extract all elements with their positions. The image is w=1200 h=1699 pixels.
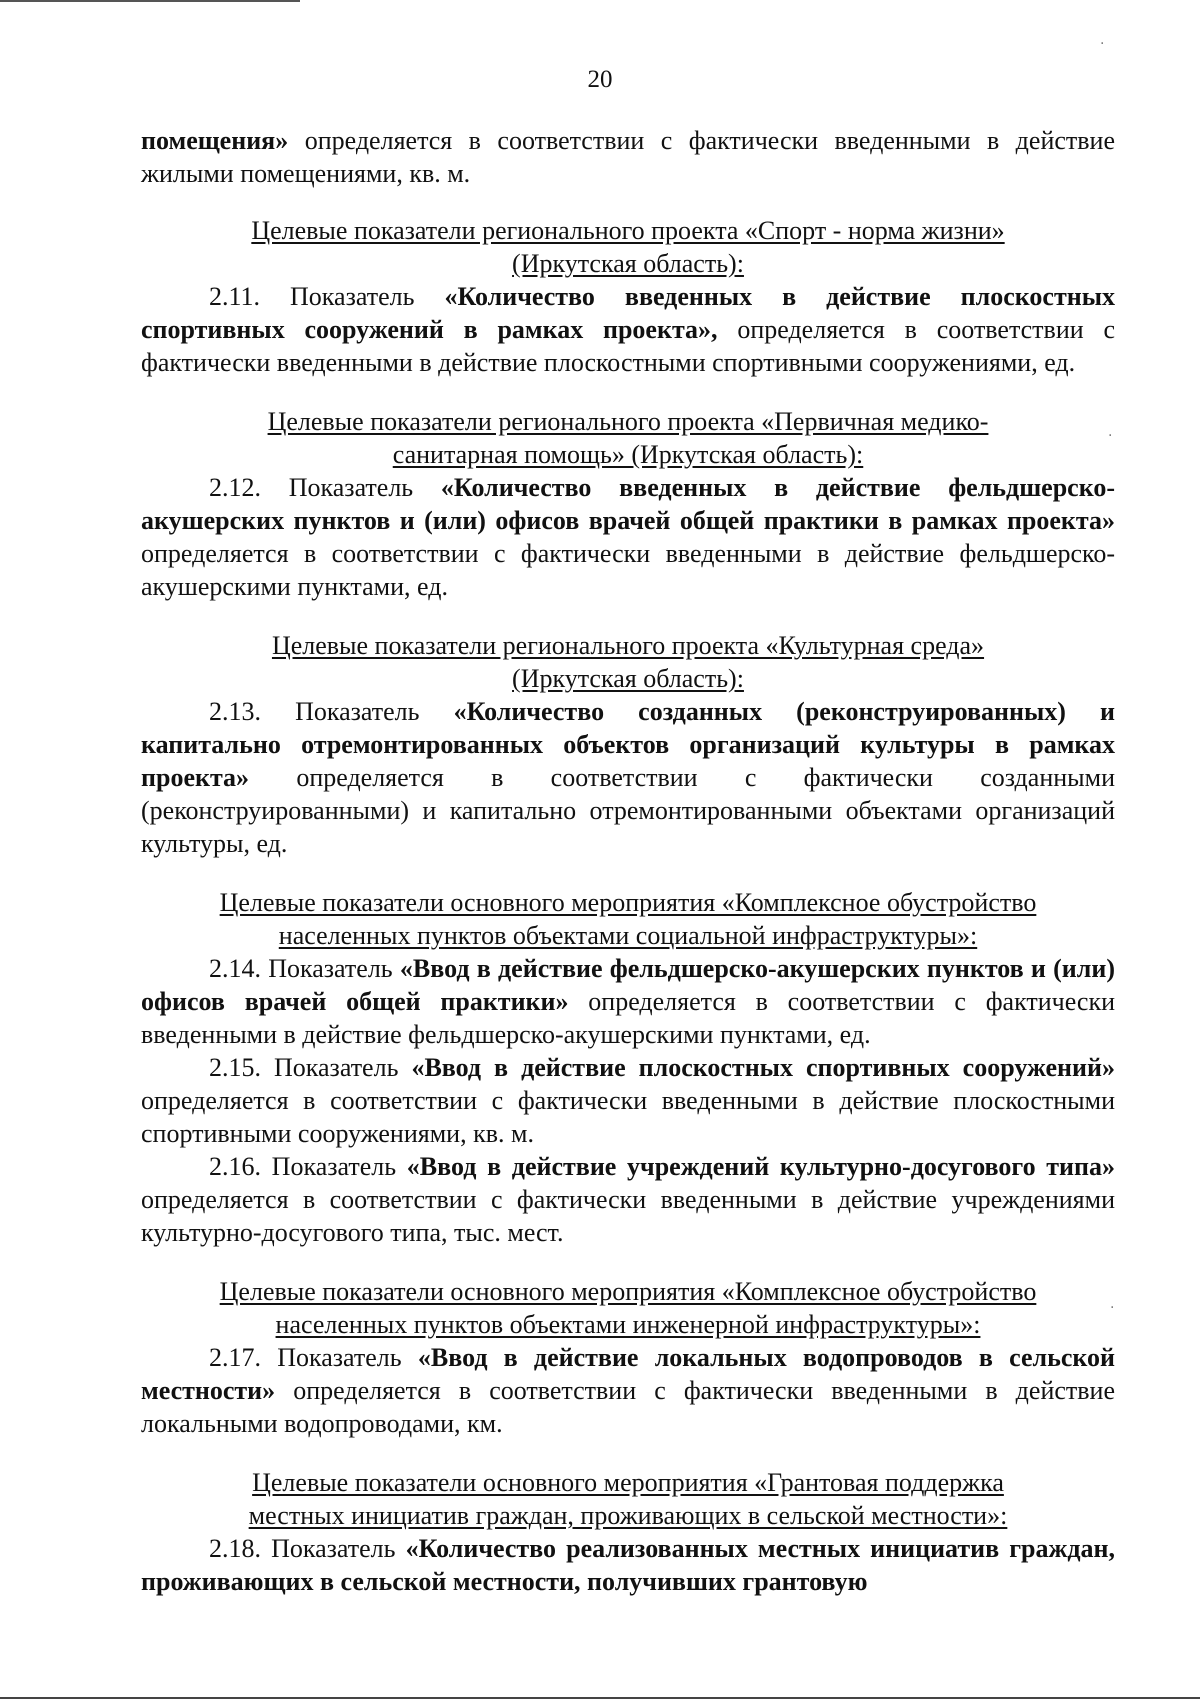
- paragraph: [141, 952, 1115, 1051]
- paragraph-text: определяется в соответствии с фактически введенными в действие плоскостными спортивными сооружениями, кв. м.: [141, 1086, 1115, 1148]
- section-heading: [141, 1275, 1115, 1341]
- paragraph-text: 2.15. Показатель: [209, 1053, 412, 1082]
- section-heading-line: местных инициатив граждан, проживающих в сельской местности»:: [248, 1501, 1008, 1530]
- paragraph-text: определяется в соответствии с фактически введенными в действие локальными водопроводами, км.: [141, 1376, 1115, 1438]
- paragraph-text: определяется в соответствии с фактически введенными в действие жилыми помещениями, кв. м.: [141, 126, 1115, 188]
- section-heading-line: Целевые показатели регионального проекта «Спорт - норма жизни»: [251, 216, 1005, 245]
- indicator-name: «Ввод в действие фельдшерско-акушерских пунктов и (или) офисов врачей общей практики»: [141, 954, 1115, 1016]
- indicator-name: помещения»: [141, 126, 289, 155]
- indicator-name: «Ввод в действие учреждений культурно-досугового типа»: [406, 1152, 1115, 1181]
- paragraph: [141, 695, 1115, 860]
- section-heading: [141, 214, 1115, 280]
- scan-noise-mark: ·: [1110, 1300, 1115, 1316]
- scan-noise-mark: ·: [1100, 36, 1105, 52]
- section-heading: [141, 405, 1115, 471]
- section-heading-line: населенных пунктов объектами социальной инфраструктуры»:: [278, 921, 978, 950]
- section-heading-line: (Иркутская область):: [512, 664, 744, 693]
- paragraph-text: определяется в соответствии с фактически введенными в действие фельдшерско-акушерскими пунктами, ед.: [141, 539, 1115, 601]
- page-number: 20: [587, 66, 613, 93]
- paragraph-text: определяется в соответствии с фактически введенными в действие фельдшерско-акушерскими пунктами, ед.: [141, 987, 1116, 1049]
- section-heading: [141, 1466, 1115, 1532]
- section-heading-line: (Иркутская область):: [512, 249, 744, 278]
- section-heading-line: населенных пунктов объектами инженерной инфраструктуры»:: [275, 1310, 981, 1339]
- paragraph: [141, 1532, 1115, 1598]
- section-heading-line: Целевые показатели основного мероприятия «Комплексное обустройство: [219, 1277, 1037, 1306]
- section-heading: [141, 886, 1115, 952]
- paragraph: [141, 1051, 1115, 1150]
- section-heading-line: Целевые показатели регионального проекта «Первичная медико-: [267, 407, 989, 436]
- paragraph: [141, 1341, 1115, 1440]
- indicator-name: «Ввод в действие плоскостных спортивных сооружений»: [411, 1053, 1115, 1082]
- section-heading: [141, 629, 1115, 695]
- scan-noise-mark: ·: [1108, 428, 1113, 444]
- indicator-name: «Ввод в действие локальных водопроводов в сельской местности»: [141, 1343, 1115, 1405]
- paragraph-text: определяется в соответствии с фактически созданными (реконструированными) и капитально отремонтированными объектами организаций культуры, ед.: [141, 763, 1115, 858]
- paragraph-text: 2.11. Показатель: [209, 282, 445, 311]
- paragraph-text: определяется в соответствии с фактически введенными в действие плоскостными спортивными сооружениями, ед.: [141, 315, 1115, 377]
- paragraph-text: определяется в соответствии с фактически введенными в действие учреждениями культурно-досугового типа, тыс. мест.: [141, 1185, 1115, 1247]
- section-heading-line: Целевые показатели основного мероприятия «Грантовая поддержка: [252, 1468, 1004, 1497]
- paragraph-text: 2.17. Показатель: [209, 1343, 418, 1372]
- indicator-name: «Количество созданных (реконструированных) и капитально отремонтированных объектов организаций культуры в рамках проекта»: [141, 697, 1115, 792]
- paragraph-text: 2.13. Показатель: [209, 697, 454, 726]
- scan-edge-line: [0, 0, 300, 2]
- paragraph: [141, 124, 1115, 190]
- paragraph-text: 2.18. Показатель: [209, 1534, 406, 1563]
- indicator-name: «Количество реализованных местных инициатив граждан, проживающих в сельской местности, получивших грантовую: [141, 1534, 1115, 1596]
- paragraph: [141, 280, 1115, 379]
- section-heading-line: Целевые показатели основного мероприятия «Комплексное обустройство: [219, 888, 1037, 917]
- section-heading-line: Целевые показатели регионального проекта «Культурная среда»: [271, 631, 985, 660]
- indicator-name: «Количество введенных в действие фельдшерско-акушерских пунктов и (или) офисов врачей общей практики в рамках проекта»: [141, 473, 1115, 535]
- paragraph-text: 2.14. Показатель: [209, 954, 400, 983]
- document-body: [141, 124, 1115, 1598]
- paragraph-text: 2.12. Показатель: [209, 473, 441, 502]
- paragraph-text: 2.16. Показатель: [209, 1152, 407, 1181]
- paragraph: [141, 471, 1115, 603]
- indicator-name: «Количество введенных в действие плоскостных спортивных сооружений в рамках проекта»,: [141, 282, 1115, 344]
- paragraph: [141, 1150, 1115, 1249]
- section-heading-line: санитарная помощь» (Иркутская область):: [392, 440, 864, 469]
